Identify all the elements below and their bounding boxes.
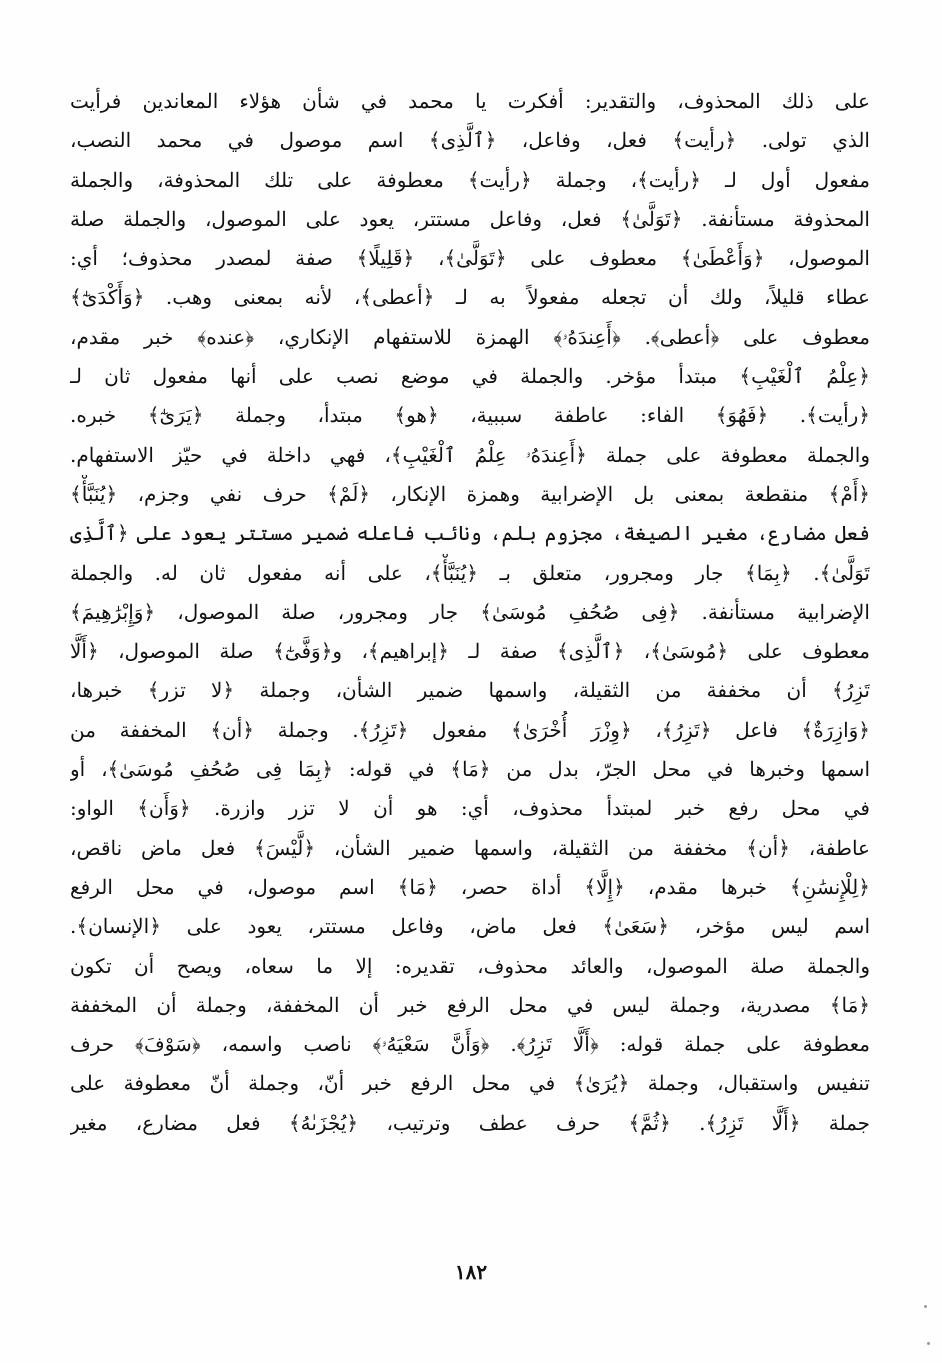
text-line: معطوفة على جملة قوله: ﴿أَلَّا تَزِرُ﴾. ﴿وَأَنَّ سَعْيَهُۥ﴾ ناصب واسمه، ﴿سَوْفَ﴾ حرف bbox=[70, 1032, 870, 1057]
text-line: والجملة صلة الموصول، والعائد محذوف، تقديره: إلا ما سعاه، ويصح أن تكون bbox=[70, 953, 870, 978]
page-number: ١٨٢ bbox=[454, 1260, 488, 1284]
text-line: المحذوفة مستأنفة. ﴿تَوَلَّىٰ﴾ فعل، وفاعل مستتر، يعود على الموصول، والجملة صلة bbox=[70, 206, 870, 231]
text-line: تَزِرُ﴾ أن مخففة من الثقيلة، واسمها ضمير الشأن، وجملة ﴿لا تزر﴾ خبرها، bbox=[70, 678, 870, 703]
text-line: ﴿مَا﴾ مصدرية، وجملة ليس في محل الرفع خبر أن المخففة، وجملة أن المخففة bbox=[70, 992, 870, 1017]
text-line: معطوف على ﴿مُوسَىٰ﴾، ﴿ٱلَّذِى﴾ صفة لـ ﴿إبراهيم﴾، و﴿وَفَّىٰٓ﴾ صلة الموصول، ﴿أَلَّا bbox=[70, 639, 870, 664]
text-line: الذي تولى. ﴿رأيت﴾ فعل، وفاعل، ﴿ٱلَّذِى﴾ اسم موصول في محمد النصب، bbox=[70, 128, 870, 153]
text-line: عاطفة، ﴿أن﴾ مخففة من الثقيلة، واسمها ضمير الشأن، ﴿لَّيْسَ﴾ فعل ماض ناقص، bbox=[70, 835, 870, 860]
scan-speck bbox=[927, 1342, 930, 1345]
text-line: اسمها وخبرها في محل الجرّ، بدل من ﴿مَا﴾ في قوله: ﴿بِمَا فِى صُحُفِ مُوسَىٰ﴾، أو bbox=[70, 757, 870, 782]
text-line: الإضرابية مستأنفة. ﴿فِى صُحُفِ مُوسَىٰ﴾ جار ومجرور، صلة الموصول، ﴿وَإِبْرَٰهِيمَ﴾ bbox=[70, 599, 870, 624]
text-line: على ذلك المحذوف، والتقدير: أفكرت يا محمد في شأن هؤلاء المعاندين فرأيت bbox=[70, 89, 870, 113]
text-line: ﴿رأيت﴾. ﴿فَهُوَ﴾ الفاء: عاطفة سببية، ﴿هو﴾ مبتدأ، وجملة ﴿يَرَىٰٓ﴾ خبره. bbox=[70, 403, 870, 428]
text-line: جملة ﴿أَلَّا تَزِرُ﴾. ﴿ثُمَّ﴾ حرف عطف وترتيب، ﴿يُجْزَىٰهُ﴾ فعل مضارع، مغير bbox=[70, 1110, 870, 1135]
text-line: ﴿عِلْمُ ٱلْغَيْبِ﴾ مبتدأ مؤخر. والجملة في موضع نصب على أنها مفعول ثان لـ bbox=[70, 364, 870, 389]
text-line: اسم ليس مؤخر، ﴿سَعَىٰ﴾ فعل ماض، وفاعل مستتر، يعود على ﴿الإنسان﴾. bbox=[70, 914, 870, 939]
text-line: ﴿وَازِرَةٌ﴾ فاعل ﴿تَزِرُ﴾، ﴿وِزْرَ أُخْرَىٰ﴾ مفعول ﴿تَزِرُ﴾. وجملة ﴿أن﴾ المخففة من bbox=[70, 717, 870, 742]
text-line: ﴿لِلْإِنسَٰنِ﴾ خبرها مقدم، ﴿إِلَّا﴾ أداة حصر، ﴿مَا﴾ اسم موصول، في محل الرفع bbox=[70, 874, 870, 899]
text-line: تَوَلَّىٰ﴾. ﴿بِمَا﴾ جار ومجرور، متعلق بـ ﴿يُنَبَّأْ﴾، على أنه مفعول ثان له. والجملة bbox=[70, 560, 870, 585]
text-line: تنفيس واستقبال، وجملة ﴿يُرَىٰ﴾ في محل الرفع خبر أنّ، وجملة أنّ معطوفة على bbox=[70, 1071, 870, 1096]
body-text bbox=[70, 82, 870, 1143]
text-line: معطوف على ﴿أعطى﴾. ﴿أَعِندَهُۥ﴾ الهمزة للاستفهام الإنكاري، ﴿عنده﴾ خبر مقدم، bbox=[70, 324, 870, 349]
text-line: فعل مضارع، مغير الصيغة، مجزوم بلم، ونائب فاعله ضمير مستتر يعود على ﴿ٱلَّذِى bbox=[70, 521, 870, 546]
text-line: مفعول أول لـ ﴿رأيت﴾، وجملة ﴿رأيت﴾ معطوفة على تلك المحذوفة، والجملة bbox=[70, 167, 870, 192]
scan-speck bbox=[924, 1305, 927, 1308]
text-line: في محل رفع خبر لمبتدأ محذوف، أي: هو أن لا تزر وازرة. ﴿وَأَن﴾ الواو: bbox=[70, 796, 870, 821]
text-line: الموصول، ﴿وَأَعْطَىٰ﴾ معطوف على ﴿تَوَلَّىٰ﴾، ﴿قَلِيلًا﴾ صفة لمصدر محذوف؛ أي: bbox=[70, 246, 870, 271]
text-line: عطاء قليلاً، ولك أن تجعله مفعولاً به لـ ﴿أعطى﴾، لأنه بمعنى وهب. ﴿وَأَكْدَىٰٓ﴾ bbox=[70, 285, 870, 310]
text-line: والجملة معطوفة على جملة ﴿أَعِندَهُۥ عِلْمُ ٱلْغَيْبِ﴾، فهي داخلة في حيّز الاستفهام. bbox=[70, 442, 870, 467]
text-line: ﴿أَمْ﴾ منقطعة بمعنى بل الإضرابية وهمزة الإنكار، ﴿لَمْ﴾ حرف نفي وجزم، ﴿يُنَبَّأْ﴾ bbox=[70, 481, 870, 506]
